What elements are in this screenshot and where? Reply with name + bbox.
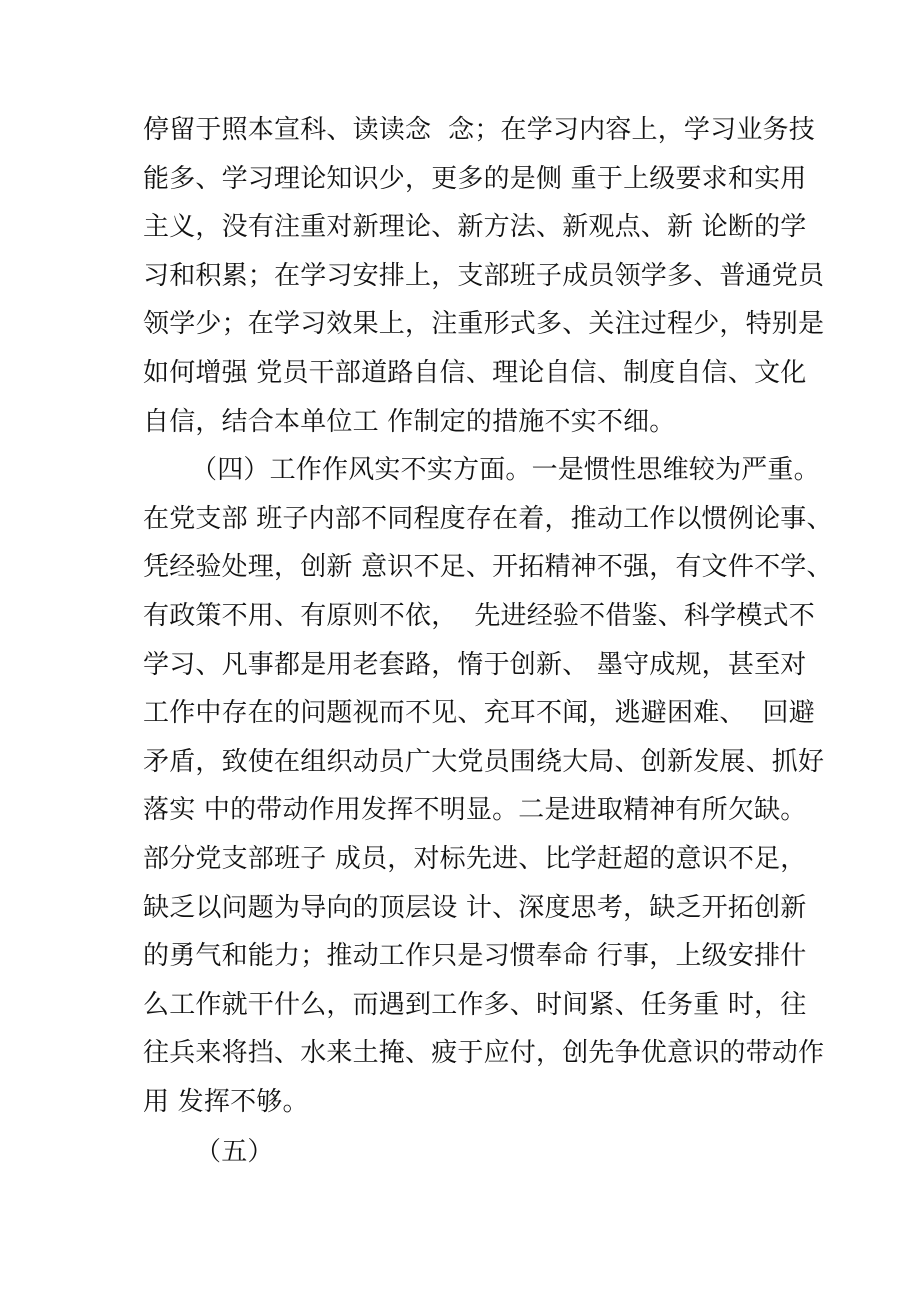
text-line: 在党支部 班子内部不同程度存在着，推动工作以惯例论事、	[143, 503, 833, 534]
paragraph-section-three-continued	[143, 106, 825, 446]
text-line: 凭经验处理，创新 意识不足、开拓精神不强，有文件不学、	[143, 552, 833, 583]
text-line: 领学少；在学习效果上，注重形式多、关注过程少，特别是	[143, 309, 825, 340]
text-line: 能多、学习理论知识少，更多的是侧 重于上级要求和实用	[143, 163, 807, 194]
text-line: 用 发挥不够。	[143, 1086, 309, 1117]
paragraph-section-four	[143, 446, 833, 1126]
text-line: 自信，结合本单位工 作制定的措施不实不细。	[143, 406, 676, 437]
text-line: 习和积累；在学习安排上，支部班子成员领学多、普通党员	[143, 260, 825, 291]
document-body	[143, 106, 833, 1177]
text-line: 停留于照本宣科、读读念 念；在学习内容上，学习业务技	[143, 115, 815, 145]
text-line: 矛盾，致使在组织动员广大党员围绕大局、创新发展、抓好	[143, 746, 825, 777]
text-line: 主义，没有注重对新理论、新方法、新观点、新 论断的学	[143, 212, 807, 243]
text-line: 如何增强 党员干部道路自信、理论自信、制度自信、文化	[143, 357, 807, 388]
text-line: 部分党支部班子 成员，对标先进、比学赶超的意识不足，	[143, 843, 807, 874]
text-line: 有政策不用、有原则不依， 先进经验不借鉴、科学模式不	[143, 600, 815, 631]
text-line: 的勇气和能力；推动工作只是习惯奉命 行事，上级安排什	[143, 941, 807, 972]
text-line: 么工作就干什么，而遇到工作多、时间紧、任务重 时，往	[143, 989, 807, 1020]
paragraph-section-five	[143, 1128, 783, 1177]
text-line: 落实 中的带动作用发挥不明显。二是进取精神有所欠缺。	[143, 795, 807, 826]
text-line: 学习、凡事都是用老套路，惰于创新、 墨守成规，甚至对	[143, 649, 807, 680]
section-four-heading-line: （四）工作作风实不实方面。一是惯性思维较为严重。	[191, 455, 820, 486]
section-five-heading: （五）	[195, 1137, 274, 1168]
text-line: 往兵来将挡、水来土掩、疲于应付，创先争优意识的带动作	[143, 1038, 825, 1069]
text-line: 工作中存在的问题视而不见、充耳不闻，逃避困难、 回避	[143, 698, 815, 729]
text-line: 缺乏以问题为导向的顶层设 计、深度思考，缺乏开拓创新	[143, 892, 807, 923]
